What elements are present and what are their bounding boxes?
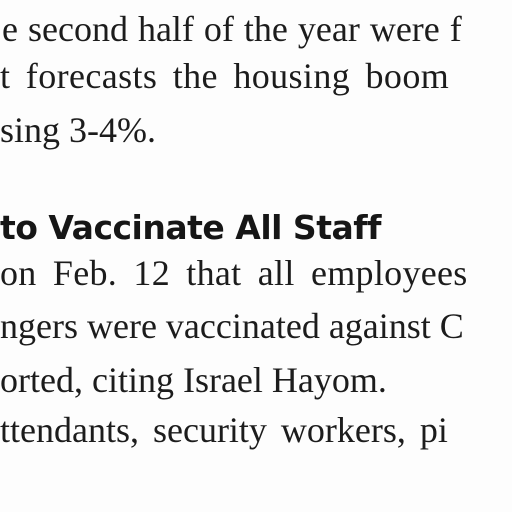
paragraph-2-line-2: ngers were vaccinated against C	[0, 306, 464, 346]
paragraph-2-line-1: on Feb. 12 that all employees	[0, 253, 468, 293]
next-line-cropped-descenders	[60, 502, 360, 512]
paragraph-1-line-3: sing 3-4%.	[0, 110, 156, 150]
paragraph-1-line-2: t forecasts the housing boom	[0, 56, 450, 96]
section-heading: to Vaccinate All Staff	[0, 208, 381, 247]
paragraph-1-line-1: e second half of the year were f	[2, 9, 462, 49]
paragraph-2-line-3: orted, citing Israel Hayom.	[0, 360, 387, 400]
paragraph-2-line-4: ttendants, security workers, pi	[0, 410, 448, 450]
